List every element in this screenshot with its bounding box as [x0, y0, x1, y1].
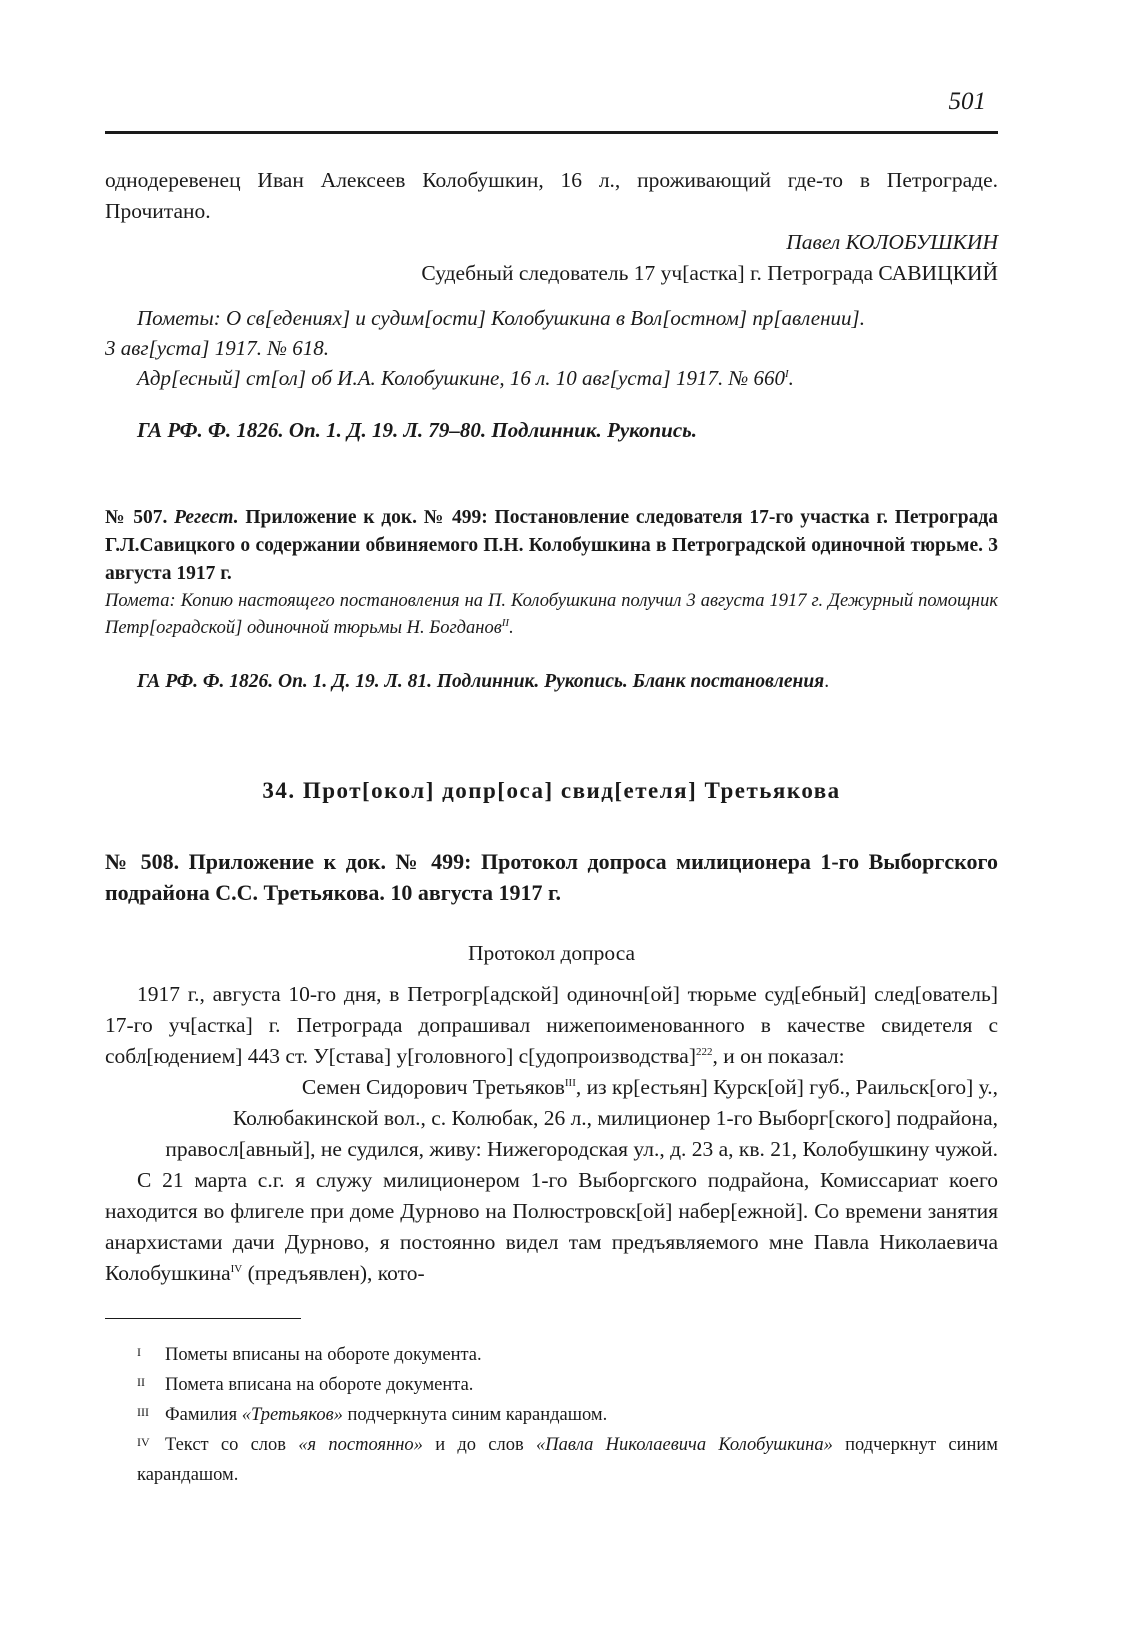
paragraph-text: (предъявлен), кото-: [242, 1261, 425, 1285]
protocol-paragraph: [105, 979, 998, 1072]
doc-title: Приложение к док. № 499: Постановление следователя 17-го участка г. Петрограда Г.Л.Савицкого о содержании обвиняемого П.Н. Колобушкина в Петроградской одиночной тюрьме. 3 августа 1917 г.: [105, 507, 998, 584]
pometa-punct: .: [788, 366, 794, 390]
footnotes: [105, 1340, 998, 1490]
footnote-mark: II: [137, 1375, 145, 1389]
footnote-text: подчеркнута синим карандашом.: [342, 1405, 608, 1425]
investigator-signature: Судебный следователь 17 уч[астка] г. Петрограда САВИЦКИЙ: [421, 261, 998, 285]
footnote-mark: III: [137, 1405, 149, 1419]
footnote-text: Помета вписана на обороте документа.: [165, 1375, 474, 1395]
document-heading-507: [105, 504, 998, 588]
pometa-line: Пометы: О св[едениях] и судим[ости] Колобушкина в Вол[остном] пр[авлении].: [137, 306, 865, 330]
pometa-line: [105, 363, 998, 393]
archive-reference-507: [105, 666, 998, 697]
continued-paragraph: однодеревенец Иван Алексеев Колобушкин, 16 л., проживающий где-то в Петрограде. Прочитано.: [105, 168, 998, 223]
witness-text: , из кр[естьян] Курск[ой] губ., Раильск[ого] у., Колюбакинской вол., с. Колюбак, 26 л., милиционер 1-го Выборг[ского] подрайона, правосл[авный], не судился, живу: Нижегородская ул., д. 23 а, кв. 21, Колобушкину чужой.: [165, 1075, 998, 1161]
footnote: [105, 1370, 998, 1400]
pometa-507: [105, 588, 998, 642]
signature: Павел КОЛОБУШКИН: [786, 230, 998, 254]
footnote-text: подчеркнут синим карандашом.: [137, 1435, 998, 1485]
footnote-text: Пометы вписаны на обороте документа.: [165, 1345, 482, 1365]
footnote-text: и до слов: [422, 1435, 536, 1455]
footnote-ref: IV: [230, 1262, 243, 1275]
witness-name: Семен Сидорович Третьяков: [301, 1075, 565, 1099]
paragraph-text: 1917 г., августа 10-го дня, в Петрогр[адской] одиночн[ой] тюрьме суд[ебный] след[ователь] 17-го уч[астка] г. Петрограда допрашивал нижепоименованного в качестве свидетеля с собл[юдением] 443 ст. У[става] у[головного] с[удопроизводства]: [105, 982, 998, 1068]
archive-reference: ГА РФ. Ф. 1826. Оп. 1. Д. 19. Л. 79–80. Подлинник. Рукопись.: [137, 418, 698, 442]
footnote: [105, 1400, 998, 1430]
pometa-line: 3 авг[уста] 1917. № 618.: [105, 336, 330, 360]
witness-details: [105, 1072, 998, 1165]
footnote-text: Фамилия: [165, 1405, 242, 1425]
pometa-text: Адр[есный] ст[ол] об И.А. Колобушкине, 16 л. 10 авг[уста] 1917. № 660: [137, 366, 785, 390]
archive-text: ГА РФ. Ф. 1826. Оп. 1. Д. 19. Л. 81. Подлинник. Рукопись. Бланк постановления: [137, 671, 825, 692]
footnote: [105, 1340, 998, 1370]
footnote-mark: IV: [137, 1435, 150, 1449]
pometa-text: Помета: Копию настоящего постановления на П. Колобушкина получил 3 августа 1917 г. Дежурный помощник Петр[оградской] одиночной тюрьмы Н. Богданов: [105, 591, 998, 638]
footnote-mark: I: [137, 1345, 141, 1359]
footnote-text: Текст со слов: [165, 1435, 299, 1455]
paragraph-text: С 21 марта с.г. я служу милиционером 1-го Выборгского подрайона, Комиссариат коего находится во флигеле при доме Дурново на Полюстровск[ой] набер[ежной]. Со времени занятия анархистами дачи Дурново, я постоянно видел там предъявляемого мне Павла Николаевича Колобушкина: [105, 1168, 998, 1285]
pometa-block: [105, 303, 998, 393]
pometa-punct: .: [509, 618, 514, 638]
paragraph-text: , и он показал:: [712, 1044, 845, 1068]
testimony-paragraph: [105, 1165, 998, 1289]
footnote-ref: III: [564, 1076, 576, 1089]
protocol-subtitle: Протокол допроса: [467, 941, 636, 965]
footnote-rule: [105, 1318, 301, 1319]
regest-label: Регест.: [174, 507, 239, 528]
footnote-ref: I: [785, 368, 789, 380]
header-rule: [105, 131, 998, 134]
document-heading-508: № 508. Приложение к док. № 499: Протокол допроса милиционера 1-го Выборгского подрайона С.С. Третьякова. 10 августа 1917 г.: [105, 849, 998, 905]
archive-punct: .: [824, 671, 830, 692]
footnote-text: «Павла Николаевича Колобушкина»: [535, 1435, 833, 1455]
section-title: 34. Прот[окол] допр[оса] свид[етеля] Третьякова: [262, 778, 841, 803]
footnote: [105, 1430, 998, 1490]
page-number: 501: [948, 88, 986, 115]
footnote-ref: II: [501, 616, 510, 629]
footnote-text: «Третьяков»: [241, 1405, 343, 1425]
footnote-text: «я постоянно»: [298, 1435, 423, 1455]
doc-number: № 507.: [105, 507, 168, 528]
page-body: [105, 165, 998, 1289]
footnote-ref: 222: [696, 1045, 713, 1058]
